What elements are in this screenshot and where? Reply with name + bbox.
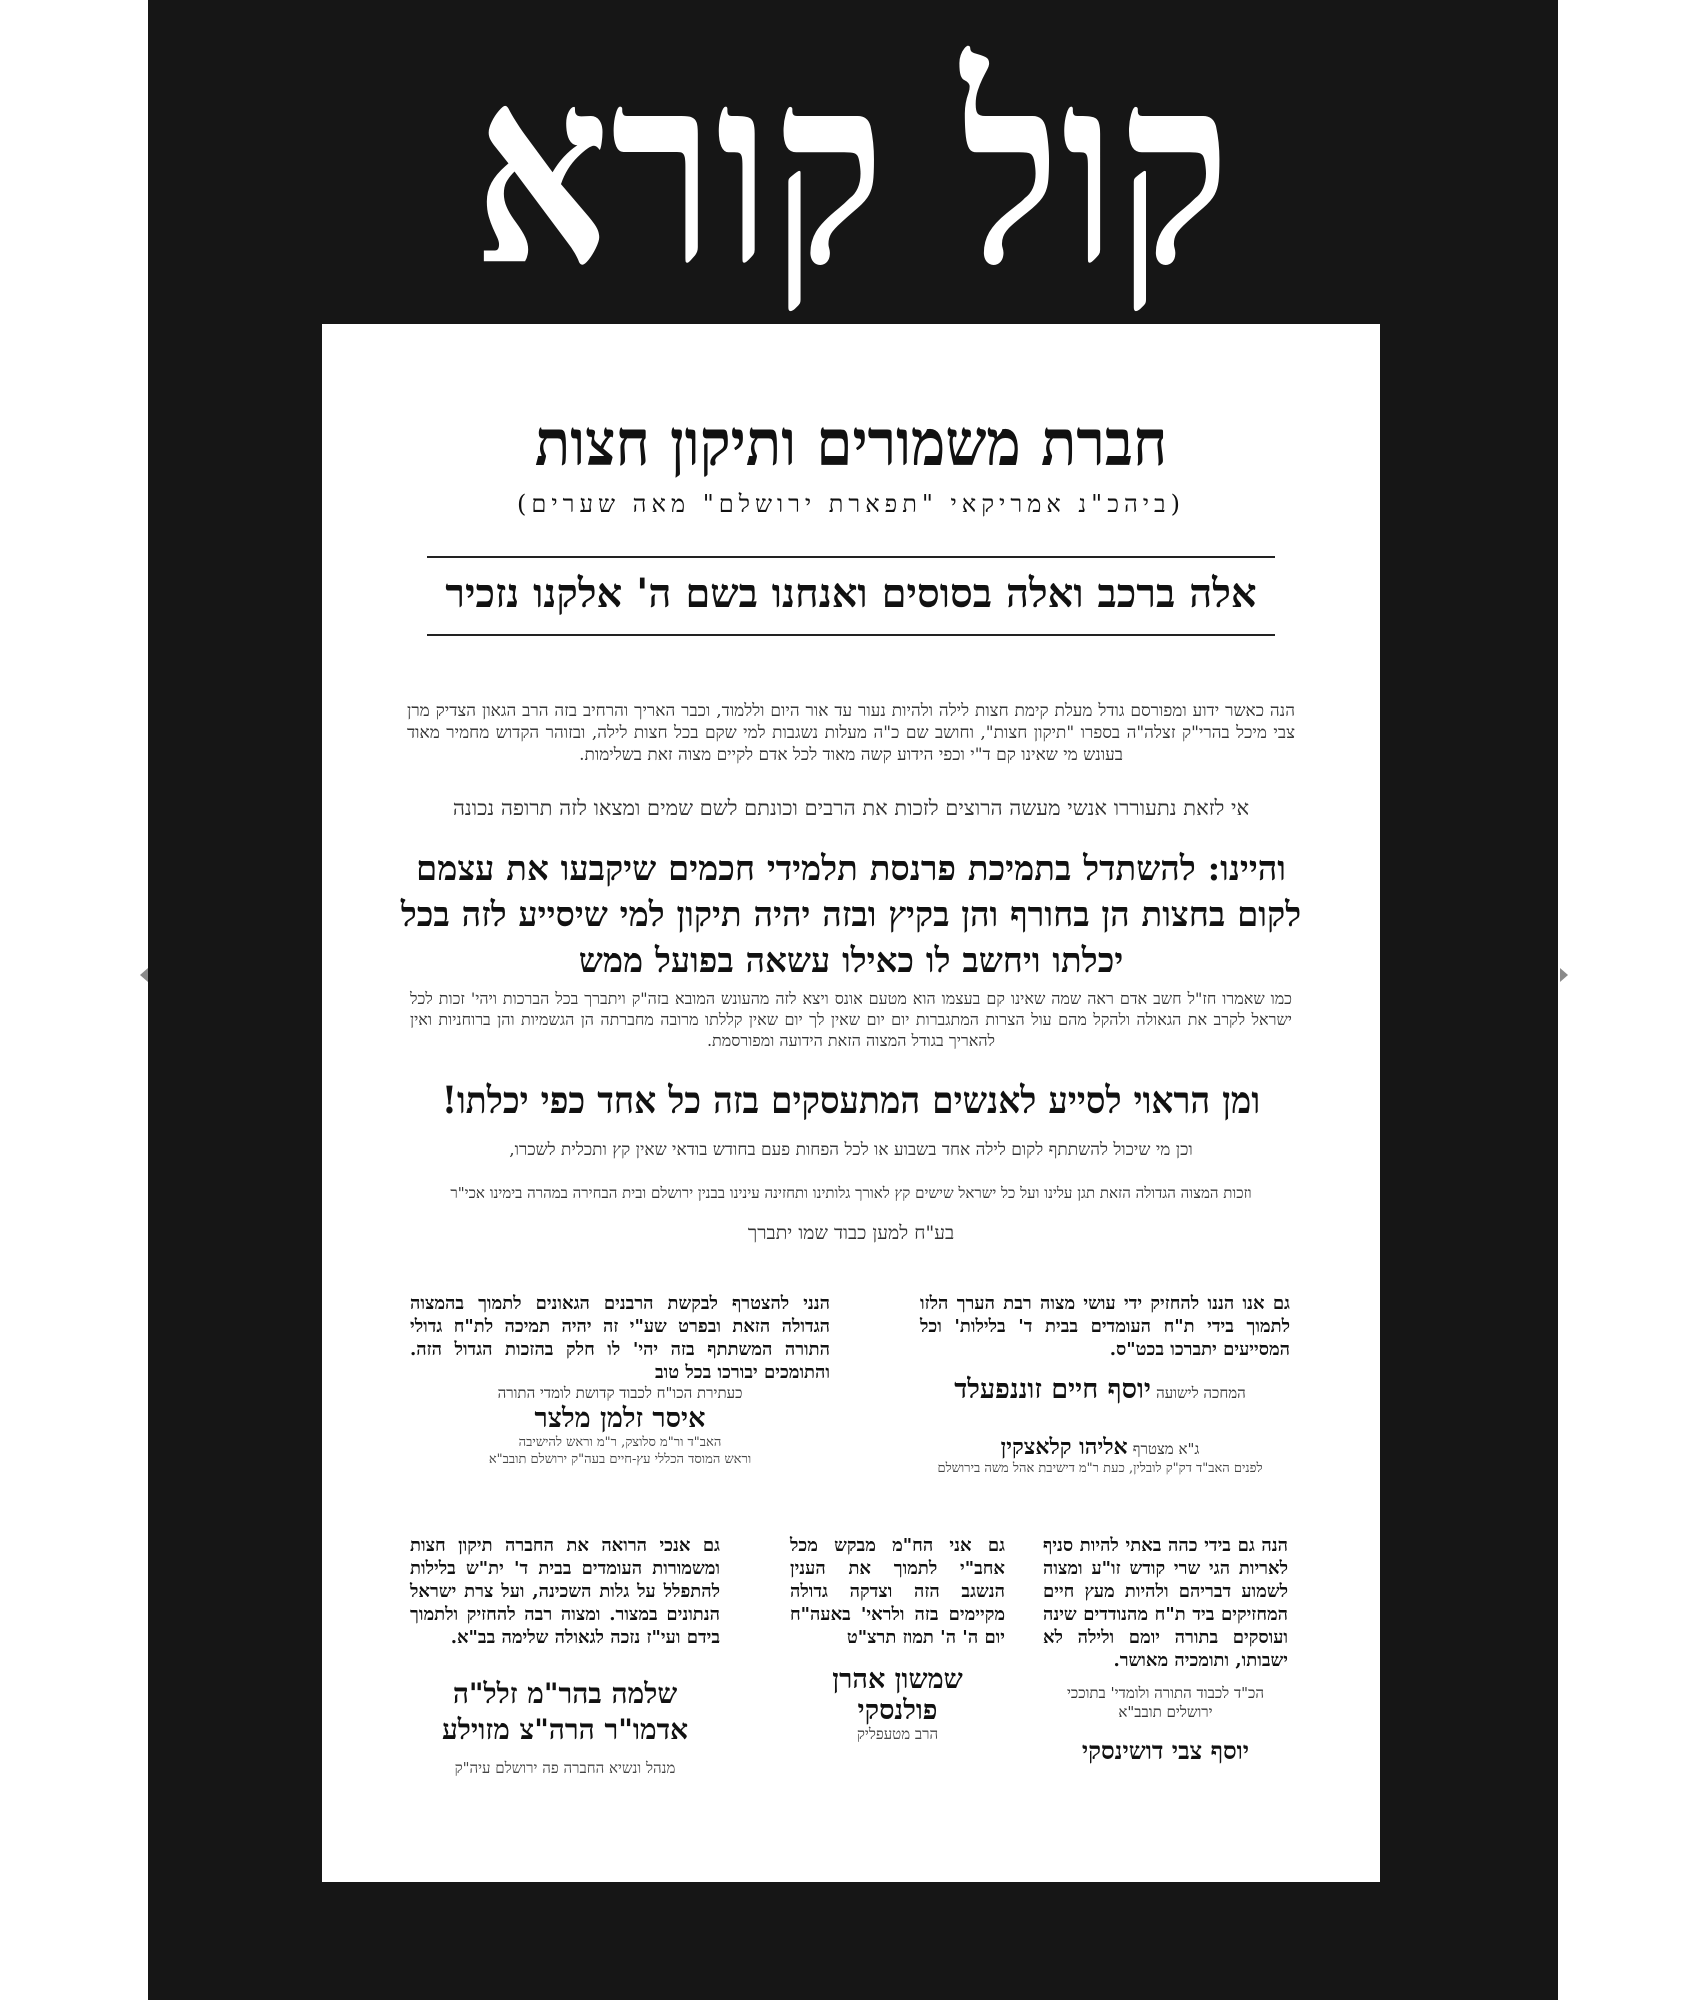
endorsement-c3-signature — [410, 1676, 720, 1777]
signatory-title: לפנים האב"ד דק"ק לובלין, כעת ר"מ דישיבת אהל משה בירושלם — [937, 1461, 1263, 1476]
masthead — [148, 15, 1558, 324]
participation-line: וכן מי שיכול להשתתף לקום לילה אחד בשבוע או לכל הפחות פעם בחודש בודאי שאין קץ ותכלית לשכרו, — [509, 1140, 1193, 1160]
remedy-line: אי לזאת נתעוררו אנשי מעשה הרוצים לזכות את הרבים וכונתם לשם שמים ומצאו לזה תרופה נכונה — [452, 796, 1250, 820]
signatory-name: שמשון אהרן פולנסקי — [832, 1664, 963, 1726]
signatory-name: איסר זלמן מלצר — [534, 1403, 706, 1434]
signatory-title: הרב מטעפליק — [856, 1725, 939, 1743]
endorsement-c2-signature — [790, 1664, 1005, 1743]
main-appeal: והיינו: להשתדל בתמיכת פרנסת תלמידי חכמים שיקבעו את עצמם לקום בחצות הן בחורף והן בקיץ ובזה יהיה תיקון למי שיסייע לזה בכל יכלתו ויחשב לו כאילו עשאה בפועל ממש — [400, 849, 1302, 981]
proclamation-sheet — [322, 324, 1380, 1882]
signatory-title: וראש המוסד הכללי עץ-חיים בעה"ק ירושלם תובב"א — [488, 1452, 752, 1467]
signature-prefix: המחכה לישועה — [1156, 1384, 1246, 1402]
endorsement-c1-text: הנה גם בידי כהה באתי להיות סניף לאריות הגי שרי קודש זו"ע ומצוה לשמוע דבריהם ולהיות מעץ חיים המחזיקים ביד ת"ח מהנודדים שינה ועוסקים בתורה יומם ולילה לא ישבותו, ותומכיה מאושר. — [1043, 1535, 1288, 1671]
left-edge-marker-icon — [140, 968, 148, 982]
explanation-paragraph: כמו שאמרו חז"ל חשב אדם ראה שמה שאינו קם בעצמו הוא מטעם אונס ויצא לזה מהעונש המובא בזה"ק ויתברך בכל הברכות ויהי' זכות לכל ישראל לקרב את הגאולה ולהקל מהם עול הצרות המתגברות יום יום שאין לך יום שאין קללתו מרובה מחברתה הן הגשמיות והן ברוחניות ואין להאריך בגודל המצוה הזאת הידועה ומפורסמת. — [410, 989, 1293, 1050]
divider-bottom — [427, 634, 1275, 636]
endorsement-a2-signature — [910, 1434, 1290, 1477]
endorsement-c2-text: גם אני הח"מ מבקש מכל אחב"י לתמוך את הענין הנשגב הזה וצדקה גדולה מקיימים בזה ולראי' באעה"ח יום ה' ה' תמוז תרצ"ט — [790, 1535, 1005, 1648]
signatory-name: אליהו קלאצקין — [1000, 1434, 1128, 1460]
signature-prefix: הכ"ד לכבוד התורה ולומדי' בתוככי ירושלים תובב"א — [1066, 1684, 1265, 1721]
intro-paragraph: הנה כאשר ידוע ומפורסם גודל מעלת קימת חצות לילה ולהיות נעור עד אור היום וללמוד, וכבר האריך והרחיב בזה הרב הגאון הצדיק מרן צבי מיכל בהרי"ק זצלה"ה בספרו "תיקון חצות", וחושב שם כ"ה מעלות נשגבות למי שקם בכל חצות לילה, ובזוהר הקדוש מחמיר מאוד בעונש מי שאינו קם ד"י וכפי הידוע קשה מאוד לכל אדם לקיים מצוה זאת בשלימות. — [407, 701, 1295, 765]
verse-heading: אלה ברכב ואלה בסוסים ואנחנו בשם ה' אלקנו נזכיר — [445, 570, 1257, 617]
signatory-title: מנהל ונשיא החברה פה ירושלם עיה"ק — [454, 1759, 676, 1777]
organization-subtitle: (ביהכ"נ אמריקאי "תפארת ירושלם" מאה שערים) — [517, 490, 1185, 518]
closing-line: בע"ח למען כבוד שמו יתברך — [747, 1222, 955, 1244]
signature-prefix: ג"א מצטרף — [1132, 1440, 1200, 1458]
endorsement-a-signature — [910, 1374, 1290, 1405]
signatory-name: שלמה בהר"מ זלל"ה אדמו"ר הרה"צ מזוילע — [441, 1677, 689, 1746]
signatory-title: האב"ד ור"מ סלוצק, ר"מ וראש להישיבה — [518, 1435, 722, 1450]
endorsement-b-signature — [410, 1384, 830, 1468]
divider-top — [427, 556, 1275, 558]
signature-prefix: כעתירת הכו"ח לכבוד קדושת לומדי התורה — [497, 1384, 743, 1402]
endorsement-c3-text: גם אנכי הרואה את החברה תיקון חצות ומשמורות העומדים בבית ד' ית"ש בלילות להתפלל על גלות השכינה, ועל צרת ישראל הנתונים במצור. ומצוה רבה להחזיק ולתמוך בידם ועי"ז נזכה לגאולה שלימה בב"א. — [410, 1535, 720, 1648]
organization-title: חברת משמורים ותיקון חצות — [534, 405, 1168, 481]
endorsement-c1-signature — [1043, 1684, 1288, 1766]
masthead-title: קול קורא — [474, 15, 1232, 324]
endorsement-b-text: הנני להצטרף לבקשת הרבנים הגאונים לתמוך בהמצוה הגדולה הזאת ובפרט שע"י זה יהיה תמיכה לת"ח גדולי התורה המשתתף בזה יהי' לו חלק בהזכות הגדול הזה. והתומכים יבורכו בכל טוב — [410, 1293, 830, 1383]
signatory-name: יוסף חיים זוננפעלד — [954, 1374, 1151, 1405]
merit-line: וזכות המצוה הגדולה הזאת תגן עלינו ועל כל ישראל שישים קץ לאורך גלותינו ותחזינה עינינו בבנין ירושלם ובית הבחירה במהרה בימינו אכי"ר — [450, 1184, 1252, 1202]
signatory-name: יוסף צבי דושינסקי — [1081, 1736, 1250, 1765]
endorsement-a-text: גם אנו הננו להחזיק ידי עושי מצוה רבת הערך הלזו לתמוך בידי ת"ח העומדים בבית ד' בלילות' וכל המסייעים יתברכו בכט"ס. — [920, 1293, 1290, 1360]
right-edge-marker-icon — [1560, 968, 1568, 982]
call-to-action: ומן הראוי לסייע לאנשים המתעסקים בזה כל אחד כפי יכלתו! — [441, 1078, 1261, 1122]
